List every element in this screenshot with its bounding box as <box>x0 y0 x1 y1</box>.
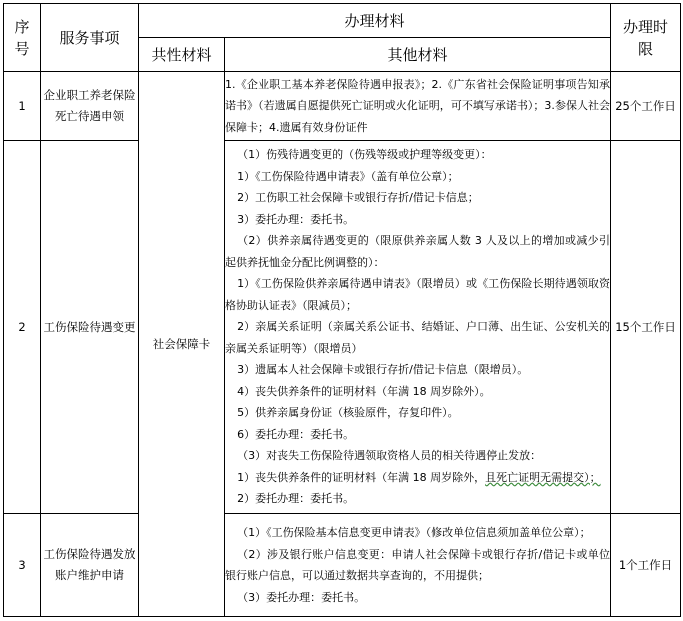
material-line-underlined: 且死亡证明无需提交）； <box>485 470 601 484</box>
material-line: 4）丧失供养条件的证明材料（年满 18 周岁除外）。 <box>237 384 491 398</box>
material-line: 1）《工伤保险供养亲属待遇申请表》（限增员）或《工伤保险长期待遇领取资格协助认证表》（限减员）； <box>225 277 611 312</box>
header-materials: 办理材料 <box>139 4 611 38</box>
material-line: 3）遗属本人社会保障卡或银行存折/借记卡信息（限增员）。 <box>237 363 529 377</box>
material-line-part: 1）丧失供养条件的证明材料（年满 18 周岁除外， <box>237 470 486 484</box>
material-line: （1）伤残待遇变更的（伤残等级或护理等级变更）： <box>237 148 492 162</box>
row-time-limit: 1个工作日 <box>611 514 681 617</box>
material-line: 5）供养亲属身份证（核验原件，存复印件）。 <box>237 406 459 420</box>
header-row-1 <box>4 4 681 38</box>
material-line: 2）亲属关系证明（亲属关系公证书、结婚证、户口薄、出生证、公安机关的亲属关系证明等）（限增员） <box>225 320 611 355</box>
row-other-materials <box>225 141 611 514</box>
table-row <box>4 72 681 141</box>
common-material: 社会保障卡 <box>139 72 225 617</box>
header-other: 其他材料 <box>225 38 611 72</box>
material-line <box>225 467 610 489</box>
material-line: （3）对丧失工伤保险待遇领取资格人员的相关待遇停止发放： <box>237 449 542 463</box>
material-line: 2）工伤职工社会保障卡或银行存折/借记卡信息； <box>237 191 479 205</box>
header-common: 共性材料 <box>139 38 225 72</box>
table-row <box>4 141 681 514</box>
row-other-materials <box>225 72 611 141</box>
row-seq: 3 <box>4 514 41 617</box>
row-seq: 2 <box>4 141 41 514</box>
row-time-limit: 15个工作日 <box>611 141 681 514</box>
material-line: （3）委托办理：委托书。 <box>237 590 366 604</box>
material-line: 1）《工伤保险待遇申请表》（盖有单位公章）； <box>237 169 459 183</box>
header-seq: 序号 <box>4 4 41 72</box>
header-service: 服务事项 <box>41 4 139 72</box>
row-other-materials <box>225 514 611 617</box>
material-line: 1.《企业职工基本养老保险待遇申报表》；2.《广东省社会保险证明事项告知承诺书》（若遗属自愿提供死亡证明或火化证明，可不填写承诺书）；3.参保人社会保障卡；4.遗属有效身份证件 <box>225 77 611 134</box>
header-time-limit: 办理时限 <box>611 4 681 72</box>
material-line: 2）委托办理：委托书。 <box>237 492 355 506</box>
service-materials-table <box>3 3 681 617</box>
material-line: （1）《工伤保险基本信息变更申请表》（修改单位信息须加盖单位公章）； <box>237 526 591 539</box>
row-service: 企业职工养老保险死亡待遇申领 <box>41 72 139 141</box>
row-time-limit: 25个工作日 <box>611 72 681 141</box>
material-line: （2）供养亲属待遇变更的（限原供养亲属人数 3 人及以上的增加或减少引起供养抚恤金分配比例调整的）： <box>225 234 611 269</box>
material-line: 6）委托办理：委托书。 <box>237 427 355 441</box>
material-line: （2）涉及银行账户信息变更：申请人社会保障卡或银行存折/借记卡或单位银行账户信息，可以通过数据共享查询的，不用提供； <box>225 547 611 582</box>
table-row <box>4 514 681 617</box>
row-service: 工伤保险待遇发放账户维护申请 <box>41 514 139 617</box>
row-service: 工伤保险待遇变更 <box>41 141 139 514</box>
material-line: 3）委托办理：委托书。 <box>237 212 355 226</box>
row-seq: 1 <box>4 72 41 141</box>
